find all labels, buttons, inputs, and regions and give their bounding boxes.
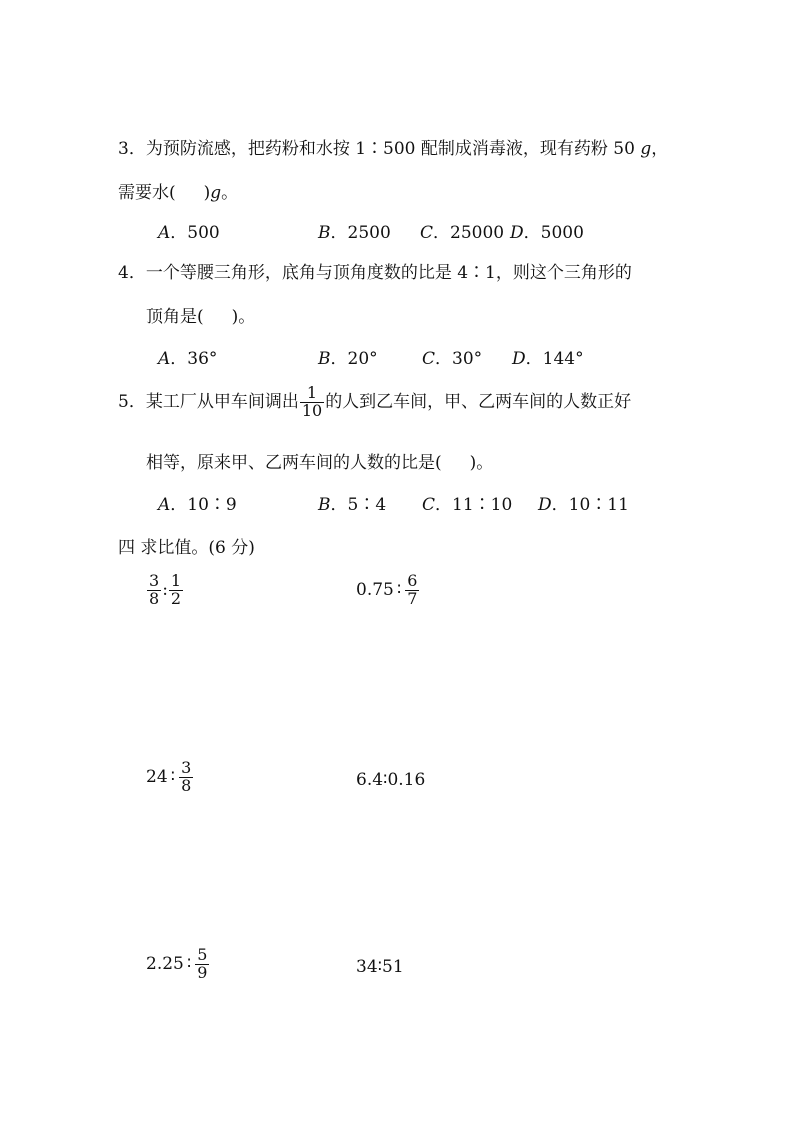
q4-option-b[interactable]: B．20°: [318, 349, 378, 369]
q4-line2: 顶角是( )。: [146, 307, 256, 327]
q3-option-d[interactable]: D．5000: [510, 223, 584, 243]
q5-line2: 相等，原来甲、乙两车间的人数的比是( )。: [146, 453, 494, 473]
q4-option-a[interactable]: A．36°: [158, 349, 218, 369]
ratio-problem-2: 0.75 ∶ $\frac{6}{7}$: [356, 571, 418, 608]
q5-number: 5．: [118, 392, 146, 412]
q3-line2: 需要水( )g。: [118, 183, 239, 203]
q5-option-c[interactable]: C．11∶10: [422, 495, 513, 515]
q5-line1: 5．某工厂从甲车间调出 $\frac{1}{10}$ 的人到乙车间，甲、乙两车间的人数正好: [118, 383, 632, 420]
fraction: $\frac{1}{10}$: [301, 383, 323, 420]
q4-option-d[interactable]: D．144°: [512, 349, 584, 369]
q4-option-c[interactable]: C．30°: [422, 349, 483, 369]
q3-unit: g: [640, 139, 652, 159]
q3-number: 3．: [118, 139, 146, 159]
q3-option-a[interactable]: A．500: [158, 223, 220, 243]
q5-option-b[interactable]: B．5∶4: [318, 495, 387, 515]
q3-option-b[interactable]: B．2500: [318, 223, 391, 243]
q3-option-c[interactable]: C．25000: [420, 223, 505, 243]
q4-stem: 一个等腰三角形，底角与顶角度数的比是 4∶1，则这个三角形的: [145, 263, 632, 283]
ratio-problem-4: 6.4∶0.16: [356, 770, 426, 790]
ratio-problem-3: 24 ∶ $\frac{3}{8}$: [146, 758, 192, 795]
ratio-problem-1: $\frac{3}{8}$ : $\frac{1}{2}$: [149, 571, 182, 608]
q3-stem: 为预防流感，把药粉和水按 1∶500 配制成消毒液，现有药粉 50: [145, 139, 641, 159]
ratio-problem-5: 2.25 ∶ $\frac{5}{9}$: [146, 945, 208, 982]
q4-number: 4．: [118, 263, 146, 283]
q5-option-a[interactable]: A．10∶9: [158, 495, 237, 515]
q4-line1: [118, 258, 632, 283]
section-heading: 四 求比值。(6 分): [118, 538, 255, 558]
q3-line1: 3．为预防流感，把药粉和水按 1∶500 配制成消毒液，现有药粉 50 g，: [118, 139, 669, 159]
q5-option-d[interactable]: D．10∶11: [538, 495, 629, 515]
ratio-problem-6: 34∶51: [356, 957, 404, 977]
